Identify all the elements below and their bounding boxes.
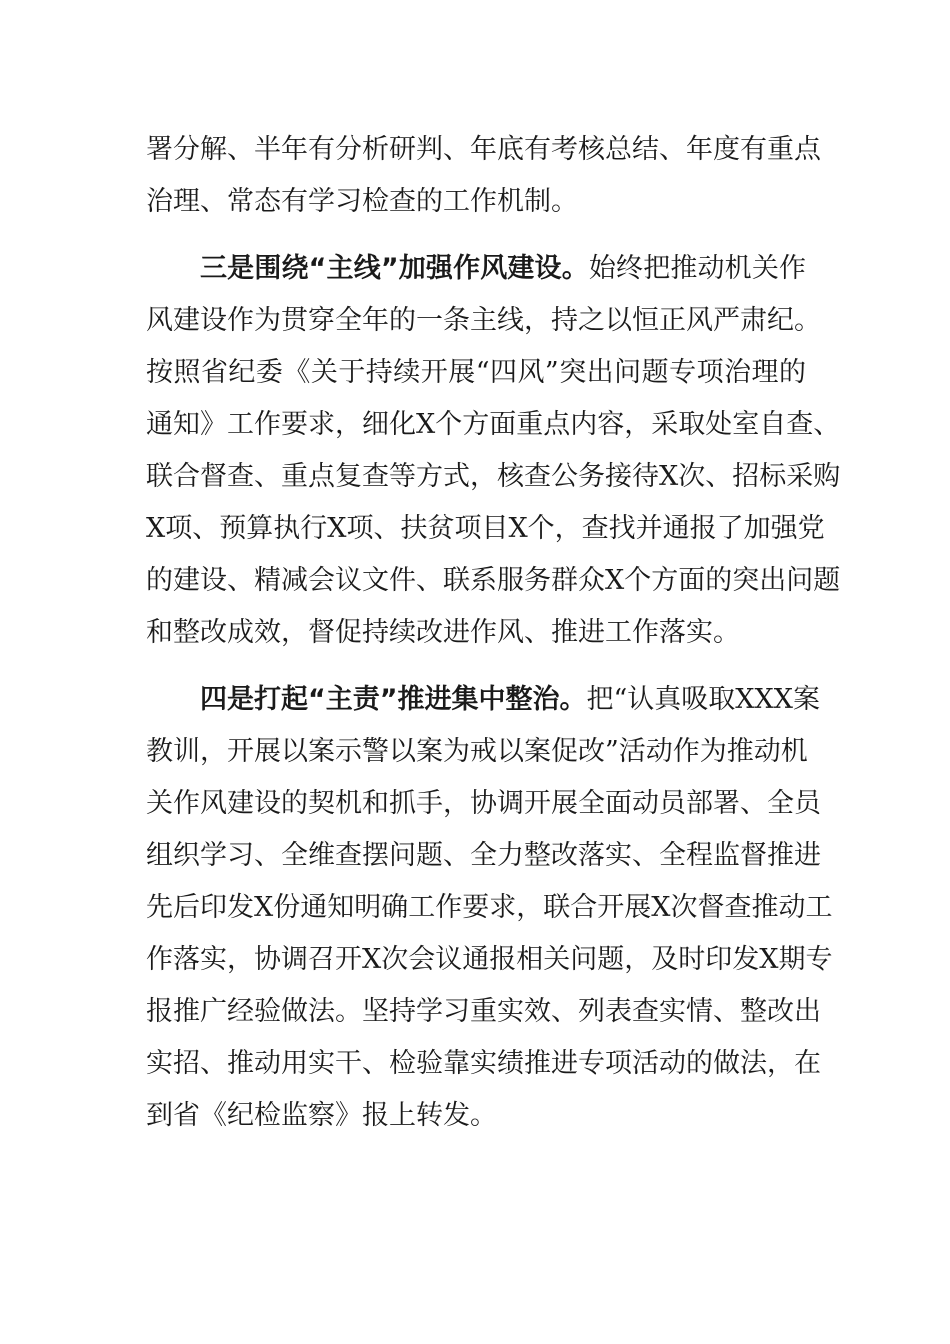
paragraph-2-line-6: X项、预算执行X项、扶贫项目X个，查找并通报了加强党 — [146, 513, 825, 544]
paragraph-2-line-7: 的建设、精减会议文件、联系服务群众X个方面的突出问题 — [146, 565, 841, 596]
paragraph-3-line-7: 报推广经验做法。坚持学习重实效、列表查实情、整改出 — [146, 996, 821, 1027]
paragraph-3-line-6: 作落实，协调召开X次会议通报相关问题，及时印发X期专 — [146, 944, 833, 975]
paragraph-2-line-8: 和整改成效，督促持续改进作风、推进工作落实。 — [146, 617, 740, 648]
paragraph-2-line-4: 通知》工作要求，细化X个方面重点内容，采取处室自查、 — [146, 409, 841, 440]
paragraph-3 — [146, 674, 833, 1142]
paragraph-2-line-3: 按照省纪委《关于持续开展“四风”突出问题专项治理的 — [146, 357, 806, 388]
paragraph-2 — [146, 243, 841, 659]
paragraph-3-first-line-rest: 把“认真吸取XXX案 — [586, 684, 820, 715]
paragraph-2-line-5: 联合督查、重点复查等方式，核查公务接待X次、招标采购 — [146, 461, 841, 492]
paragraph-3-line-5: 先后印发X份通知明确工作要求，联合开展X次督查推动工 — [146, 892, 833, 923]
paragraph-1 — [146, 124, 821, 228]
paragraph-3-line-2: 教训，开展以案示警以案为戒以案促改”活动作为推动机 — [146, 736, 808, 767]
paragraph-1-line-1: 署分解、半年有分析研判、年底有考核总结、年度有重点 — [146, 134, 821, 165]
paragraph-3-line-9: 到省《纪检监察》报上转发。 — [146, 1100, 497, 1131]
paragraph-3-line-8: 实招、推动用实干、检验靠实绩推进专项活动的做法，在 — [146, 1048, 821, 1079]
paragraph-2-lead: 三是围绕“主线”加强作风建设。 — [200, 253, 589, 284]
paragraph-3-line-1 — [146, 674, 820, 726]
paragraph-3-line-4: 组织学习、全维查摆问题、全力整改落实、全程监督推进 — [146, 840, 821, 871]
paragraph-2-first-line-rest: 始终把推动机关作 — [588, 253, 807, 284]
document-body — [146, 124, 841, 1142]
paragraph-2-line-1 — [146, 243, 806, 295]
paragraph-2-line-2: 风建设作为贯穿全年的一条主线，持之以恒正风严肃纪。 — [146, 305, 821, 336]
paragraph-3-lead: 四是打起“主责”推进集中整治。 — [200, 684, 587, 715]
paragraph-1-line-2: 治理、常态有学习检查的工作机制。 — [146, 186, 578, 217]
paragraph-3-line-3: 关作风建设的契机和抓手，协调开展全面动员部署、全员 — [146, 788, 821, 819]
